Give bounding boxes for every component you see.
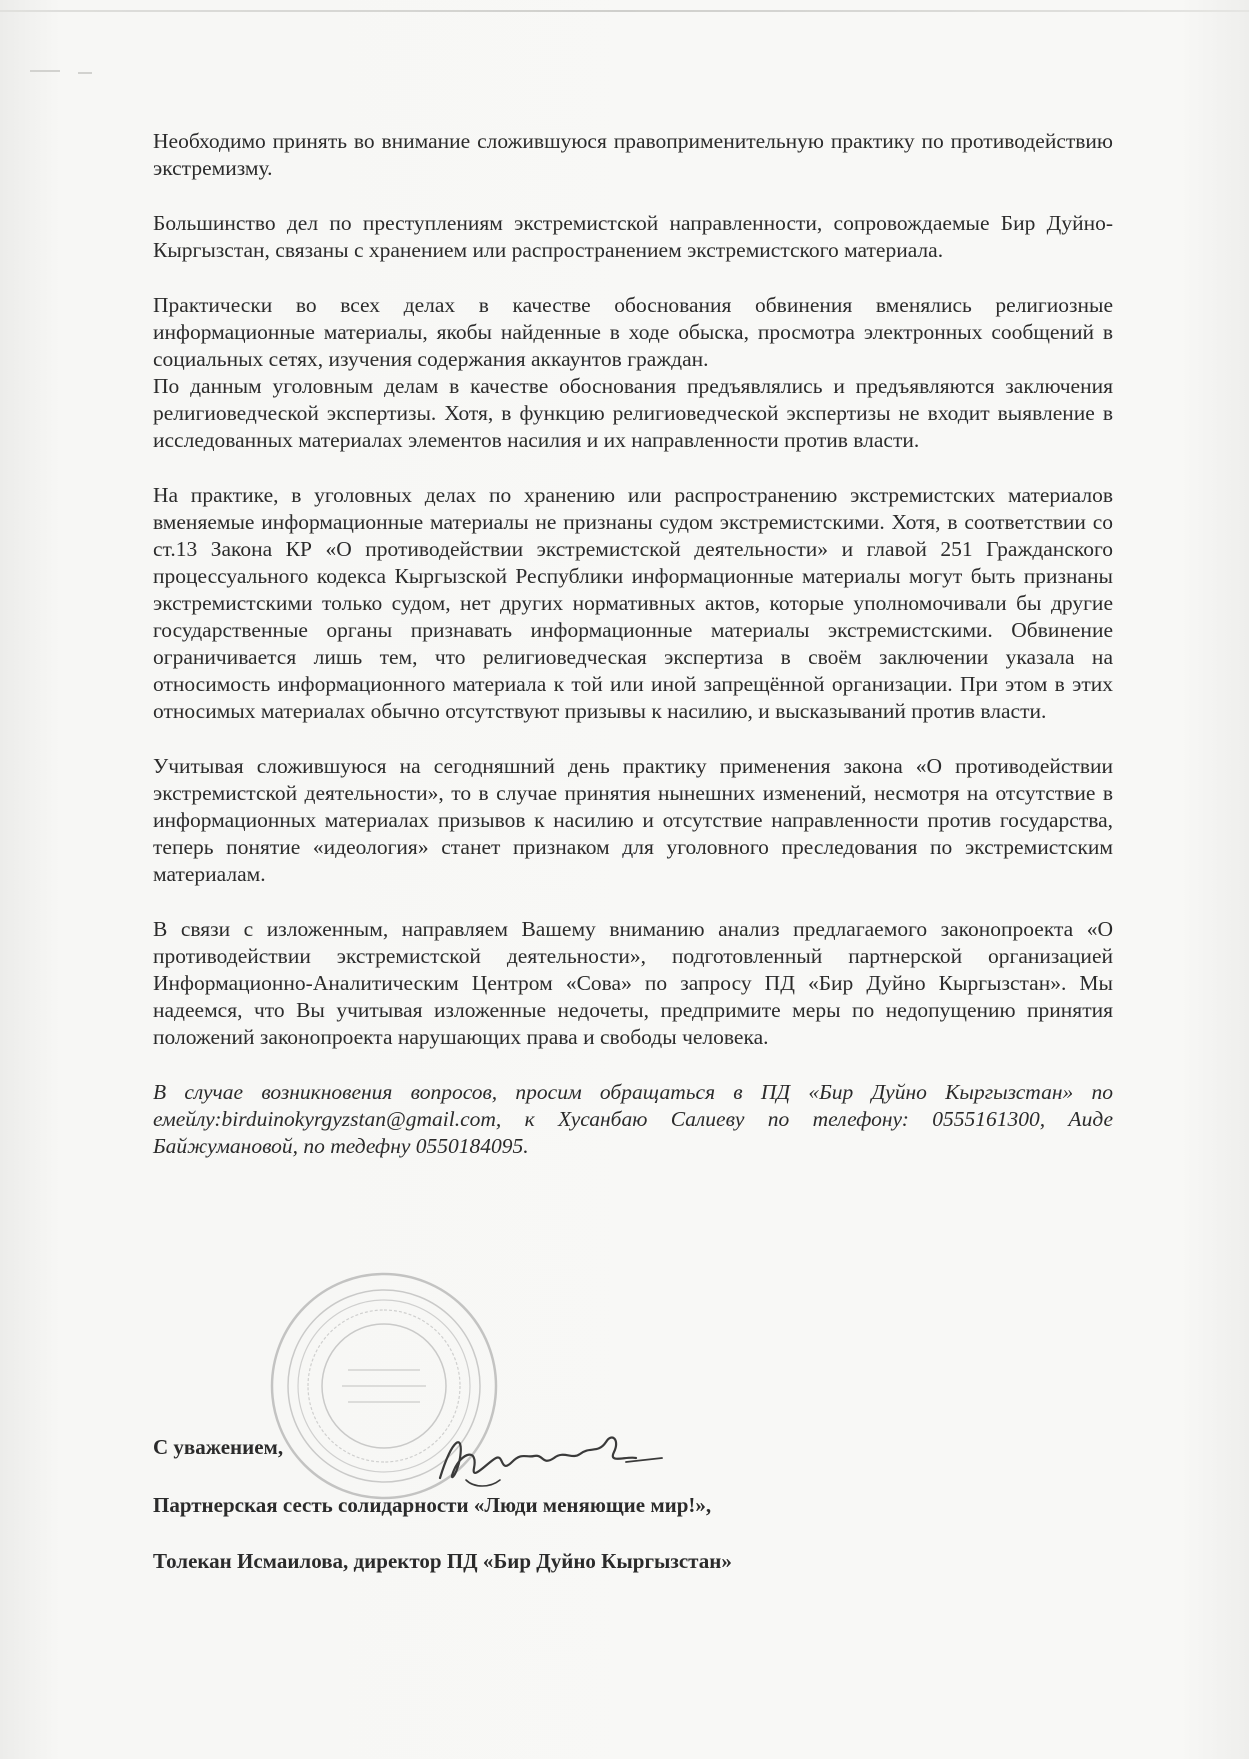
paragraph-5: На практике, в уголовных делах по хранению или распространению экстремистских материалов вменяемые информационные материалы не признаны судом экстремистскими. Хотя, в соответствии со ст.13 Закона КР «О противодействии экстремистской деятельности» и главой 251 Гражданского процессуального кодекса Кыргызской Республики информационные материалы могут быть признаны экстремистскими только судом, нет других нормативных актов, которые уполномочивали бы другие государственные органы признавать информационные материалы экстремистскими. Обвинение ограничивается лишь тем, что религиоведческая экспертиза в своём заключении указала на относимость информационного материала к той или иной запрещённой организации. При этом в этих относимых материалах обычно отсутствуют призывы к насилию, и высказываний против власти. [153, 483, 1113, 723]
contact-note: В случае возникновения вопросов, просим обращаться в ПД «Бир Дуйно Кыргызстан» по емейлу:birduinokyrgyzstan@gmail.com, к Хусанбаю Салиеву по телефону: 0555161300, Аиде Байжумановой, по тедефну 0550184095. [153, 1080, 1113, 1158]
paragraph-1: Необходимо принять во внимание сложившуюся правоприменительную практику по противодействию экстремизму. [153, 129, 1113, 180]
paragraph-6: Учитывая сложившуюся на сегодняшний день практику применения закона «О противодействии экстремистской деятельности», то в случае принятия нынешних изменений, несмотря на отсутствие в информационных материалах призывов к насилию и отсутствие направленности против государства, теперь понятие «идеология» станет признаком для уголовного преследования по экстремистским материалам. [153, 754, 1113, 886]
letter-body [153, 128, 1113, 1188]
scan-mark [78, 72, 92, 74]
network-name: Партнерская сесть солидарности «Люди меняющие мир!», [153, 1493, 712, 1517]
signatory-line: Толекан Исмаилова, директор ПД «Бир Дуйно Кыргызстан» [153, 1549, 732, 1573]
paragraph-7: В связи с изложенным, направляем Вашему вниманию анализ предлагаемого законопроекта «О противодействии экстремистской деятельности», подготовленный партнерской организацией Информационно-Аналитическим Центром «Сова» по запросу ПД «Бир Дуйно Кыргызстан». Мы надеемся, что Вы учитывая изложенные недочеты, предпримите меры по недопущению принятия положений законопроекта нарушающих права и свободы человека. [153, 917, 1113, 1049]
scan-edge-top [0, 10, 1249, 12]
scan-mark [30, 70, 60, 72]
paragraph-2: Большинство дел по преступлениям экстремистской направленности, сопровождаемые Бир Дуйно-Кыргызстан, связаны с хранением или распространением экстремистского материала. [153, 211, 1113, 262]
closing-greeting: С уважением, [153, 1435, 284, 1459]
paragraph-3: Практически во всех делах в качестве обоснования обвинения вменялись религиозные информационные материалы, якобы найденные в ходе обыска, просмотра электронных сообщений в социальных сетях, изучения содержания аккаунтов граждан. [153, 293, 1113, 371]
paragraph-4: По данным уголовным делам в качестве обоснования предъявлялись и предъявляются заключения религиоведческой экспертизы. Хотя, в функцию религиоведческой экспертизы не входит выявление в исследованных материалах элементов насилия и их направленности против власти. [153, 374, 1113, 452]
